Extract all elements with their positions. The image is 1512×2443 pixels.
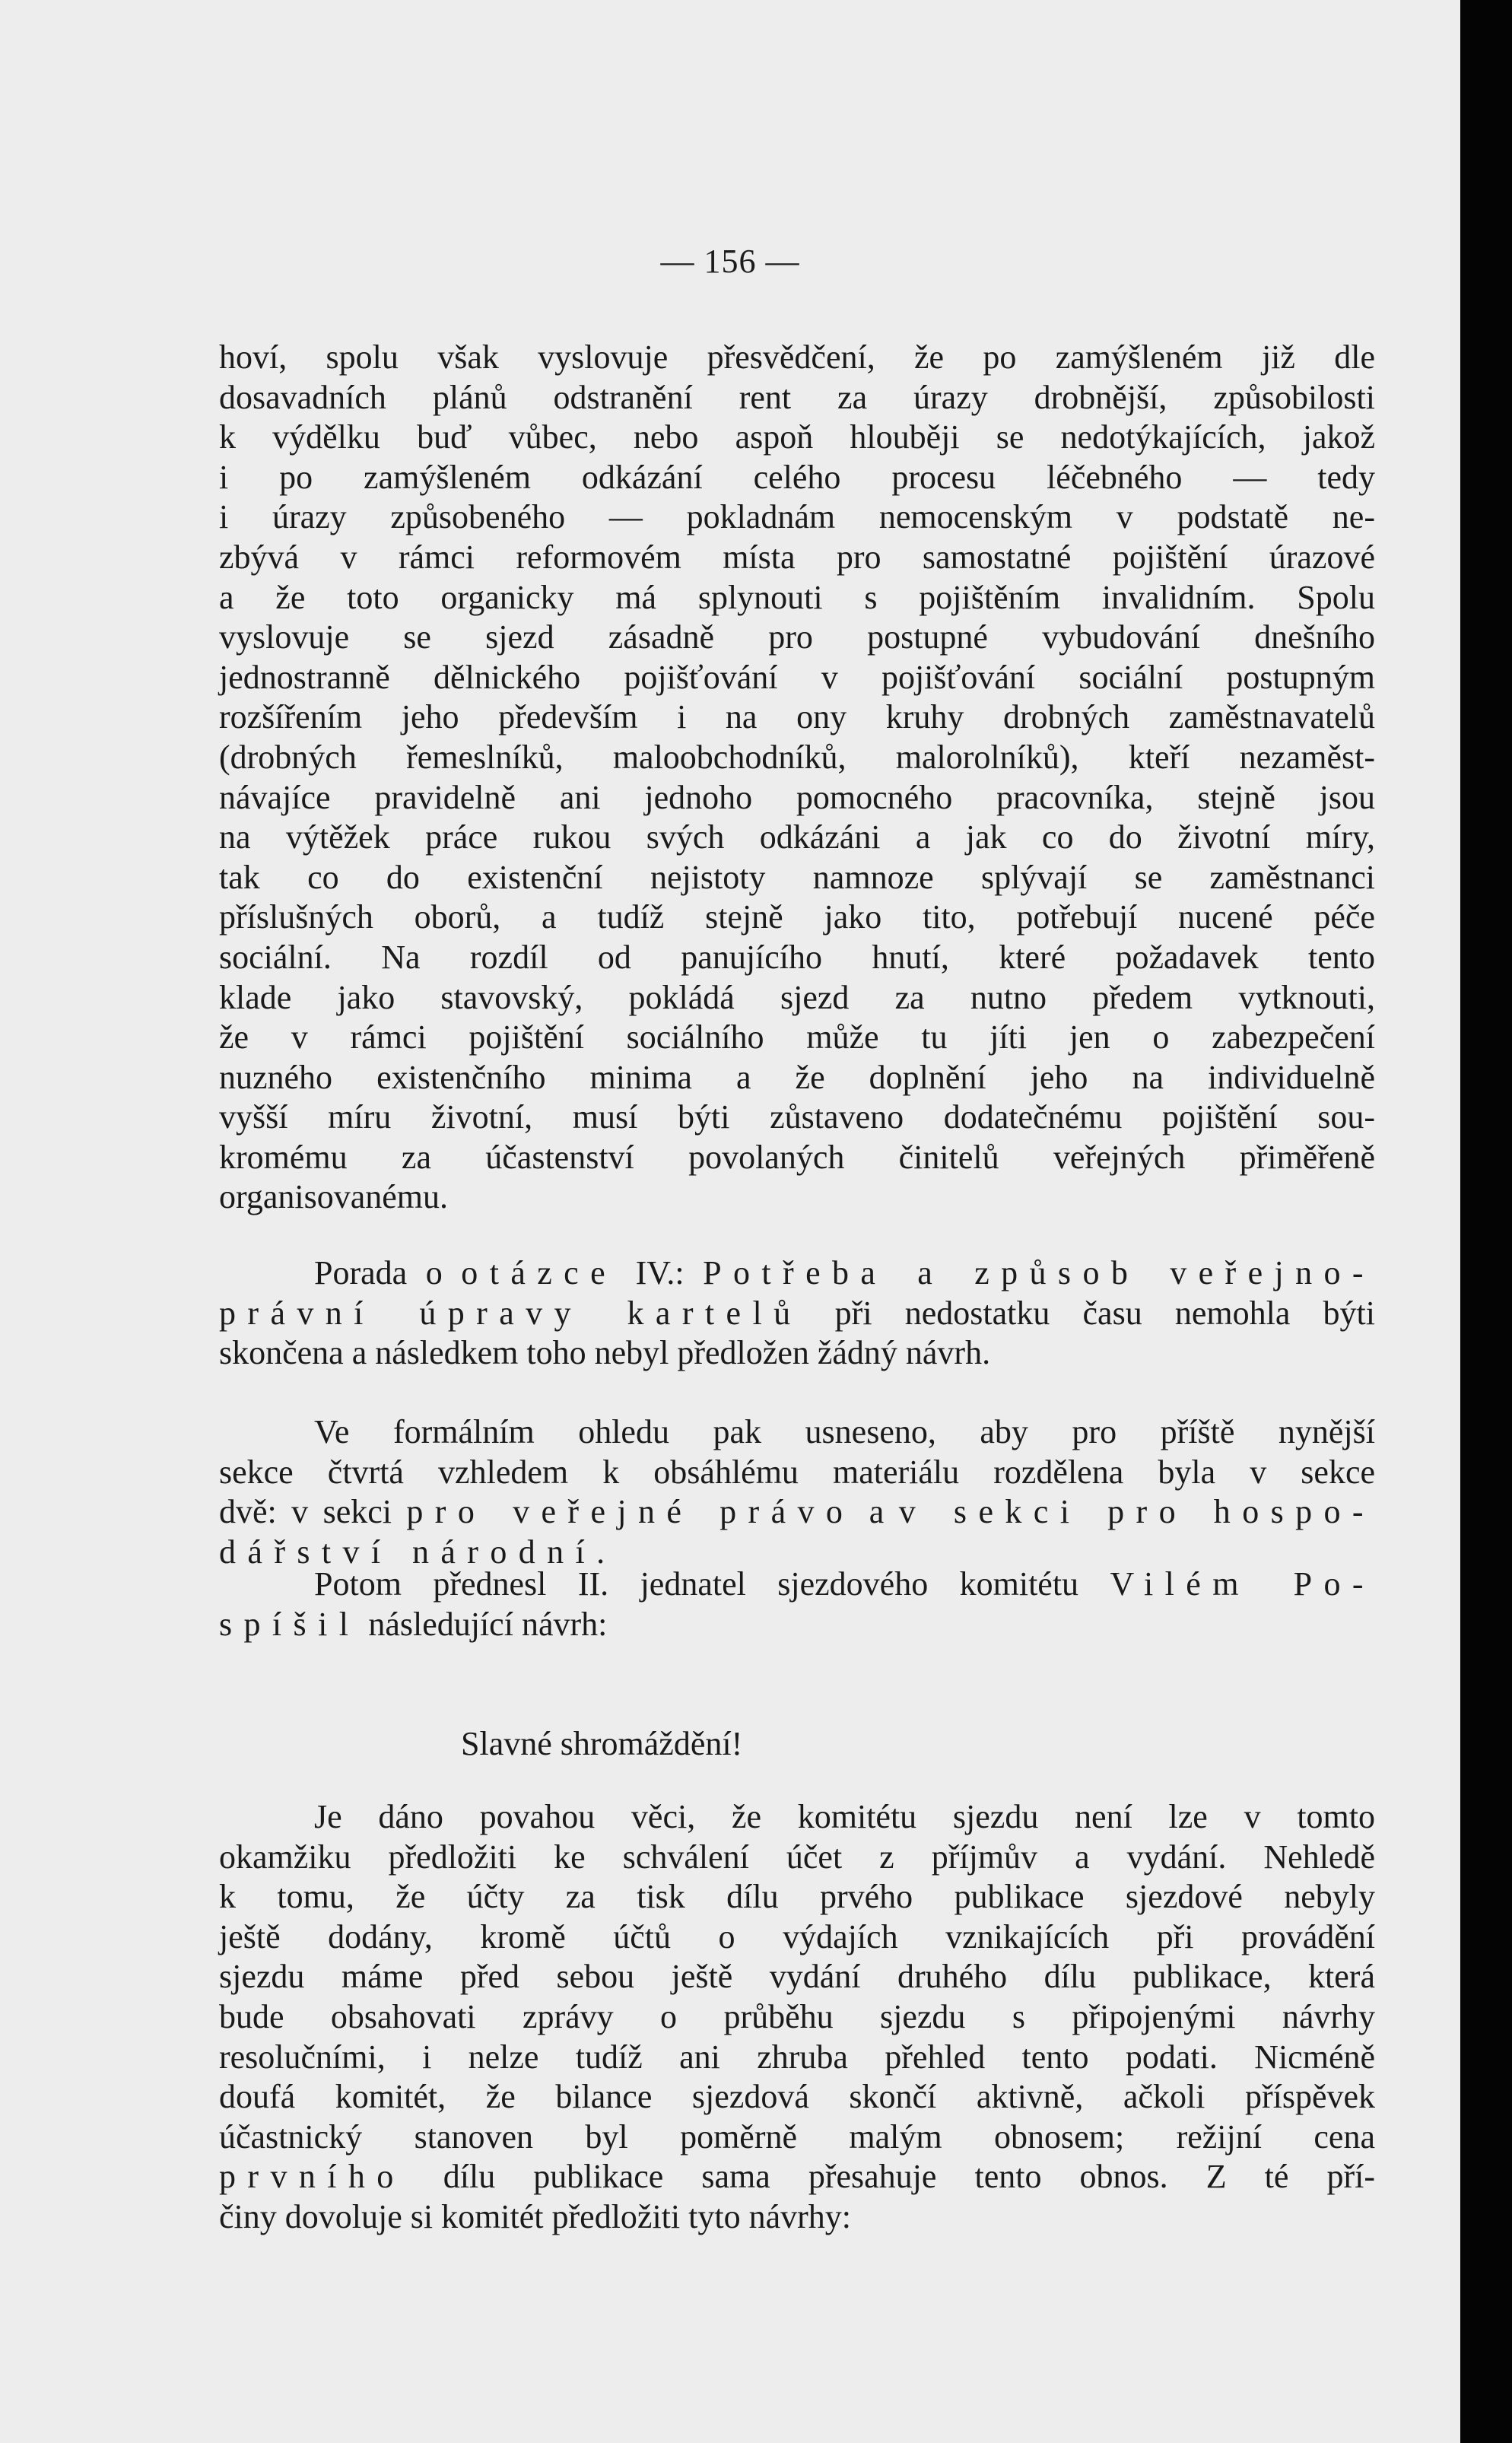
text-run: a xyxy=(854,1493,899,1531)
text-run: IV.: xyxy=(617,1254,704,1291)
text-line xyxy=(219,2157,1375,2197)
text-run: následující návrh: xyxy=(360,1605,608,1643)
scan-edge xyxy=(1460,0,1512,2443)
text-line: bude obsahovati zprávy o průběhu sjezdu s připojenými návrhy xyxy=(219,1997,1375,2035)
text-line: sjezdu máme před sebou ještě vydání druhého dílu publikace, která xyxy=(219,1958,1375,1996)
text-line: účastnický stanoven byl poměrně malým obnosem; režijní cena xyxy=(219,2117,1375,2155)
text-line: Ve formálním ohledu pak usneseno, aby pro příště nynější xyxy=(314,1413,1375,1450)
text-line: že v rámci pojištění sociálního může tu jíti jen o zabezpečení xyxy=(219,1018,1375,1056)
text-line xyxy=(219,1294,1375,1334)
text-line: sekce čtvrtá vzhledem k obsáhlému materiálu rozdělena byla v sekce xyxy=(219,1453,1375,1491)
text-line: nuzného existenčního minima a že doplnění jeho na individuelně xyxy=(219,1058,1375,1096)
text-line: rozšířením jeho především i na ony kruhy drobných zaměstnavatelů xyxy=(219,698,1375,736)
text-line: k tomu, že účty za tisk dílu prvého publikace sjezdové nebyly xyxy=(219,1878,1375,1916)
text-line: resolučními, i nelze tudíž ani zhruba přehled tento podati. Nicméně xyxy=(219,2038,1375,2076)
text-line: okamžiku předložiti ke schválení účet z příjmův a vydání. Nehledě xyxy=(219,1838,1375,1876)
text-run: dvě: v sekci xyxy=(219,1493,407,1531)
text-line: doufá komitét, že bilance sjezdová skončí aktivně, ačkoli příspěvek xyxy=(219,2078,1375,2116)
spaced-text: otázce xyxy=(461,1254,618,1291)
text-line: skončena a následkem toho nebyl předložen žádný návrh. xyxy=(219,1334,991,1372)
text-line: jednostranně dělnického pojišťování v pojišťování sociální postupným xyxy=(219,658,1375,696)
text-line: dosavadních plánů odstranění rent za úrazy drobnější, způsobilosti xyxy=(219,378,1375,416)
text-line: organisovanému. xyxy=(219,1178,449,1216)
spaced-text: prvního xyxy=(219,2158,405,2196)
paragraph-1 xyxy=(219,338,1375,1218)
text-line: ještě dodány, kromě účtů o výdajích vznikajících při provádění xyxy=(219,1917,1375,1955)
heading-text: Slavné shromáždění! xyxy=(461,1725,743,1762)
text-line xyxy=(219,1565,1375,1605)
spaced-text: Vilém Po- xyxy=(1110,1565,1375,1603)
text-line: činy dovoluje si komitét předložiti tyto návrhy: xyxy=(219,2197,851,2235)
spaced-text: pro veřejné právo xyxy=(406,1493,855,1531)
paragraph-2 xyxy=(219,1253,1375,1374)
text-line: vyšší míru životní, musí býti zůstaveno dodatečnému pojištění sou- xyxy=(219,1098,1375,1136)
text-line: i úrazy způsobeného — pokladnám nemocenským v podstatě ne- xyxy=(219,498,1375,536)
text-line: sociální. Na rozdíl od panujícího hnutí, které požadavek tento xyxy=(219,938,1375,976)
spaced-text: v sekci pro hospo- xyxy=(898,1493,1375,1531)
text-line: k výdělku buď vůbec, nebo aspoň hlouběji se nedotýkajících, jakož xyxy=(219,418,1375,456)
text-line xyxy=(219,1253,1375,1294)
text-run: při nedostatku času nemohla býti xyxy=(802,1294,1375,1332)
text-line: zbývá v rámci reformovém místa pro samostatné pojištění úrazové xyxy=(219,538,1375,576)
text-line: dářství národní. xyxy=(219,1533,617,1571)
text-run: Porada o xyxy=(314,1254,462,1291)
text-line: klade jako stavovský, pokládá sjezd za nutno předem vytknouti, xyxy=(219,978,1375,1016)
text-line: návajíce pravidelně ani jednoho pomocného pracovníka, stejně jsou xyxy=(219,778,1375,816)
text-line: Je dáno povahou věci, že komitétu sjezdu není lze v tomto xyxy=(314,1798,1375,1835)
text-line: na výtěžek práce rukou svých odkázáni a jak co do životní míry, xyxy=(219,818,1375,856)
text-line xyxy=(219,1492,1375,1533)
text-line: i po zamýšleném odkázání celého procesu léčebného — tedy xyxy=(219,458,1375,496)
text-run: Potom přednesl II. jednatel sjezdového komitétu xyxy=(314,1565,1110,1603)
spaced-text: spíšil xyxy=(219,1605,361,1643)
text-line: a že toto organicky má splynouti s pojištěním invalidním. Spolu xyxy=(219,578,1375,616)
spaced-text: právní úpravy kartelů xyxy=(219,1294,802,1332)
spaced-text: Potřeba a způsob veřejno- xyxy=(703,1254,1375,1291)
page-number: — 156 — xyxy=(660,243,800,280)
paragraph-3 xyxy=(219,1412,1375,1572)
paragraph-6 xyxy=(219,1797,1375,2238)
text-run: dílu publikace sama přesahuje tento obnos. Z té pří- xyxy=(405,2158,1375,2196)
address-heading xyxy=(219,1724,1375,1765)
text-line: tak co do existenční nejistoty namnoze splývají se zaměstnanci xyxy=(219,858,1375,896)
text-line: hoví, spolu však vyslovuje přesvědčení, že po zamýšleném již dle xyxy=(219,338,1375,376)
text-line xyxy=(219,1605,1375,1645)
text-line: (drobných řemeslníků, maloobchodníků, malorolníků), kteří nezaměst- xyxy=(219,738,1375,776)
text-line: vyslovuje se sjezd zásadně pro postupné vybudování dnešního xyxy=(219,618,1375,656)
paragraph-4 xyxy=(219,1565,1375,1644)
text-line: příslušných oborů, a tudíž stejně jako tito, potřebují nucené péče xyxy=(219,898,1375,936)
text-line: kromému za účastenství povolaných činitelů veřejných přiměřeně xyxy=(219,1138,1375,1176)
